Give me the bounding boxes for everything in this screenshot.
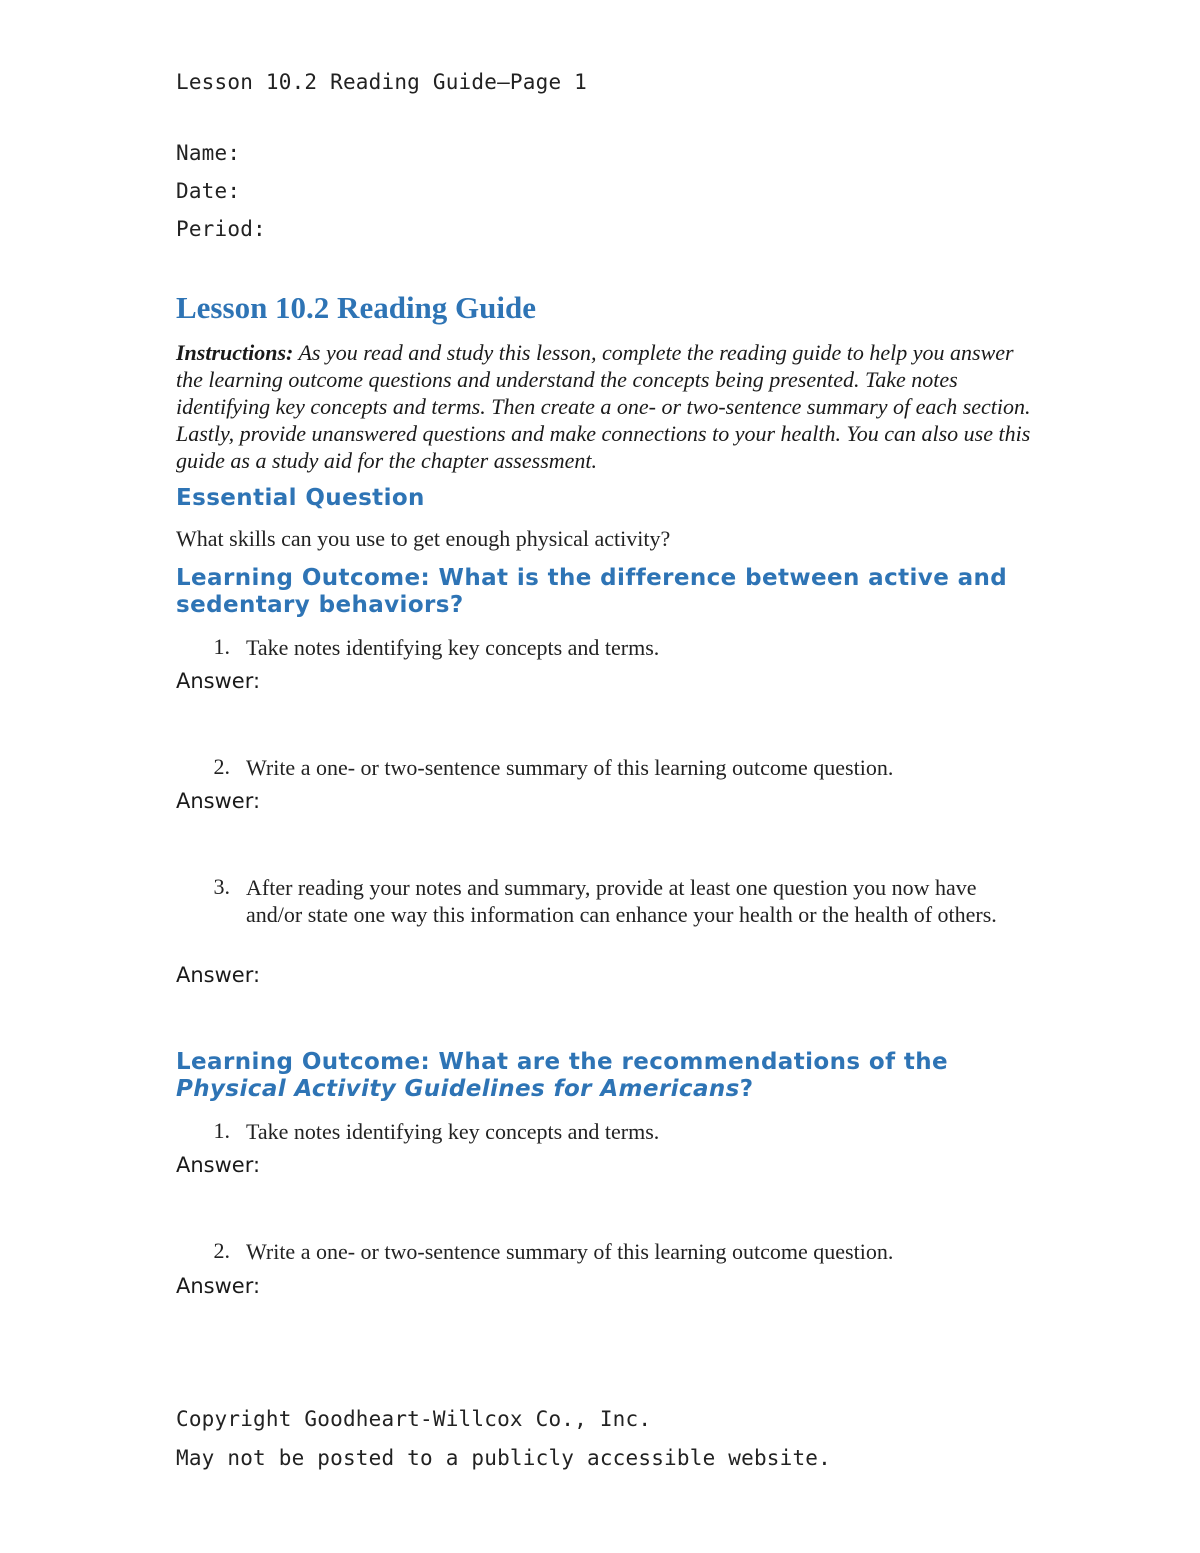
posting-restriction-notice: May not be posted to a publicly accessible website. (176, 1446, 831, 1470)
learning-outcome-1-heading (176, 565, 1007, 618)
answer-label: Answer: (176, 669, 261, 693)
page-header: Lesson 10.2 Reading Guide—Page 1 (176, 70, 587, 94)
instructions-text: As you read and study this lesson, complete the reading guide to help you answer the learning outcome questions and understand the concepts being presented. Take notes identifying key concepts and terms. Then create a one- or two-sentence summary of each section. Lastly, provide unanswered questions and make connections to your health. You can also use this guide as a study aid for the chapter assessment. (176, 340, 1031, 473)
learning-outcome-2-heading-line1: Learning Outcome: What are the recommendations of the (176, 1049, 949, 1075)
answer-label: Answer: (176, 1274, 261, 1298)
item-number: 1. (213, 1118, 230, 1143)
item-number: 3. (213, 874, 230, 899)
item-text: After reading your notes and summary, provide at least one question you now have and/or state one way this information can enhance your health or the health of others. (246, 875, 997, 927)
item-text: Take notes identifying key concepts and terms. (246, 1119, 660, 1144)
answer-label: Answer: (176, 789, 261, 813)
instructions-paragraph (176, 339, 1036, 474)
learning-outcome-2-heading (176, 1049, 948, 1102)
essential-question-text: What skills can you use to get enough physical activity? (176, 526, 671, 551)
guidelines-title-italic: Physical Activity Guidelines for Americans (176, 1076, 740, 1102)
learning-outcome-1-heading-line1: Learning Outcome: What is the difference between active and (176, 565, 1008, 591)
item-text: Write a one- or two-sentence summary of this learning outcome question. (246, 1239, 894, 1264)
answer-label: Answer: (176, 963, 261, 987)
item-number: 1. (213, 634, 230, 659)
item-text: Write a one- or two-sentence summary of this learning outcome question. (246, 755, 894, 780)
learning-outcome-1-heading-line2: sedentary behaviors? (176, 592, 464, 618)
name-field-label: Name: (176, 141, 241, 165)
learning-outcome-2-heading-line2 (176, 1076, 948, 1102)
instructions-label: Instructions: (176, 340, 294, 365)
item-number: 2. (213, 1238, 230, 1263)
document-title: Lesson 10.2 Reading Guide (176, 290, 537, 325)
essential-question-heading: Essential Question (176, 485, 425, 511)
date-field-label: Date: (176, 179, 241, 203)
answer-label: Answer: (176, 1153, 261, 1177)
copyright-notice: Copyright Goodheart-Willcox Co., Inc. (176, 1407, 652, 1431)
heading-punctuation: ? (739, 1076, 754, 1102)
item-number: 2. (213, 754, 230, 779)
item-text: Take notes identifying key concepts and terms. (246, 635, 660, 660)
period-field-label: Period: (176, 217, 266, 241)
